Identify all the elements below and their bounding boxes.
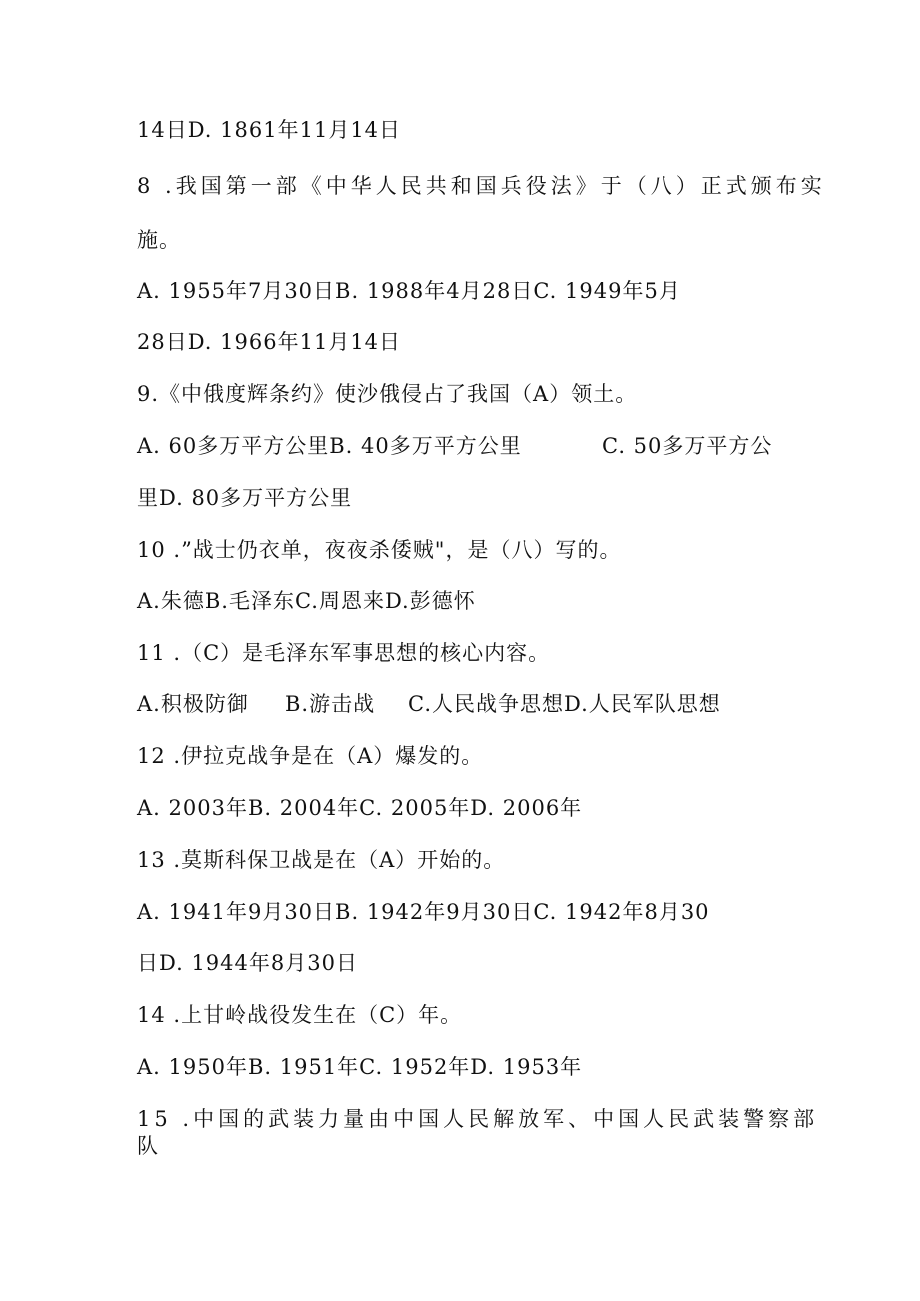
answer-options: A. 1955年7月30日B. 1988年4月28日C. 1949年5月 <box>137 279 681 303</box>
answer-options: A.朱德B.毛泽东C.周恩来D.彭德怀 <box>137 589 476 613</box>
question-9: 9.《中俄度辉条约》使沙俄侵占了我国（A）领土。 <box>137 382 638 406</box>
question-10: 10 .”战士仍衣单，夜夜杀倭贼"，是（八）写的。 <box>137 538 622 562</box>
question-13: 13 .莫斯科保卫战是在（A）开始的。 <box>137 848 506 872</box>
text-line: 施。 <box>137 228 181 252</box>
text-line: 14日D. 1861年11月14日 <box>137 118 402 142</box>
question-12: 12 .伊拉克战争是在（A）爆发的。 <box>137 744 484 768</box>
answer-options: A. 1941年9月30日B. 1942年9月30日C. 1942年8月30 <box>137 900 710 924</box>
text-line: 日D. 1944年8月30日 <box>137 951 358 975</box>
answer-options: A. 1950年B. 1951年C. 1952年D. 1953年 <box>137 1055 583 1079</box>
text-line: 队 <box>137 1134 159 1158</box>
answer-options: A. 2003年B. 2004年C. 2005年D. 2006年 <box>137 796 583 820</box>
question-15: 15 .中国的武装力量由中国人民解放军、中国人民武装警察部 <box>137 1107 819 1131</box>
text-line: 里D. 80多万平方公里 <box>137 486 353 510</box>
text-line: 28日D. 1966年11月14日 <box>137 330 402 354</box>
answer-option-a: A.积极防御 <box>137 692 249 716</box>
answer-option-b: B.游击战 <box>285 692 376 716</box>
answer-options: C. 50多万平方公 <box>602 434 773 458</box>
question-8: 8 .我国第一部《中华人民共和国兵役法》于（八）正式颁布实 <box>137 174 826 198</box>
question-14: 14 .上甘岭战役发生在（C）年。 <box>137 1003 463 1027</box>
answer-options: C.人民战争思想D.人民军队思想 <box>408 692 721 716</box>
answer-options: A. 60多万平方公里B. 40多万平方公里 <box>137 434 522 458</box>
question-11: 11 .（C）是毛泽东军事思想的核心内容。 <box>137 641 551 665</box>
